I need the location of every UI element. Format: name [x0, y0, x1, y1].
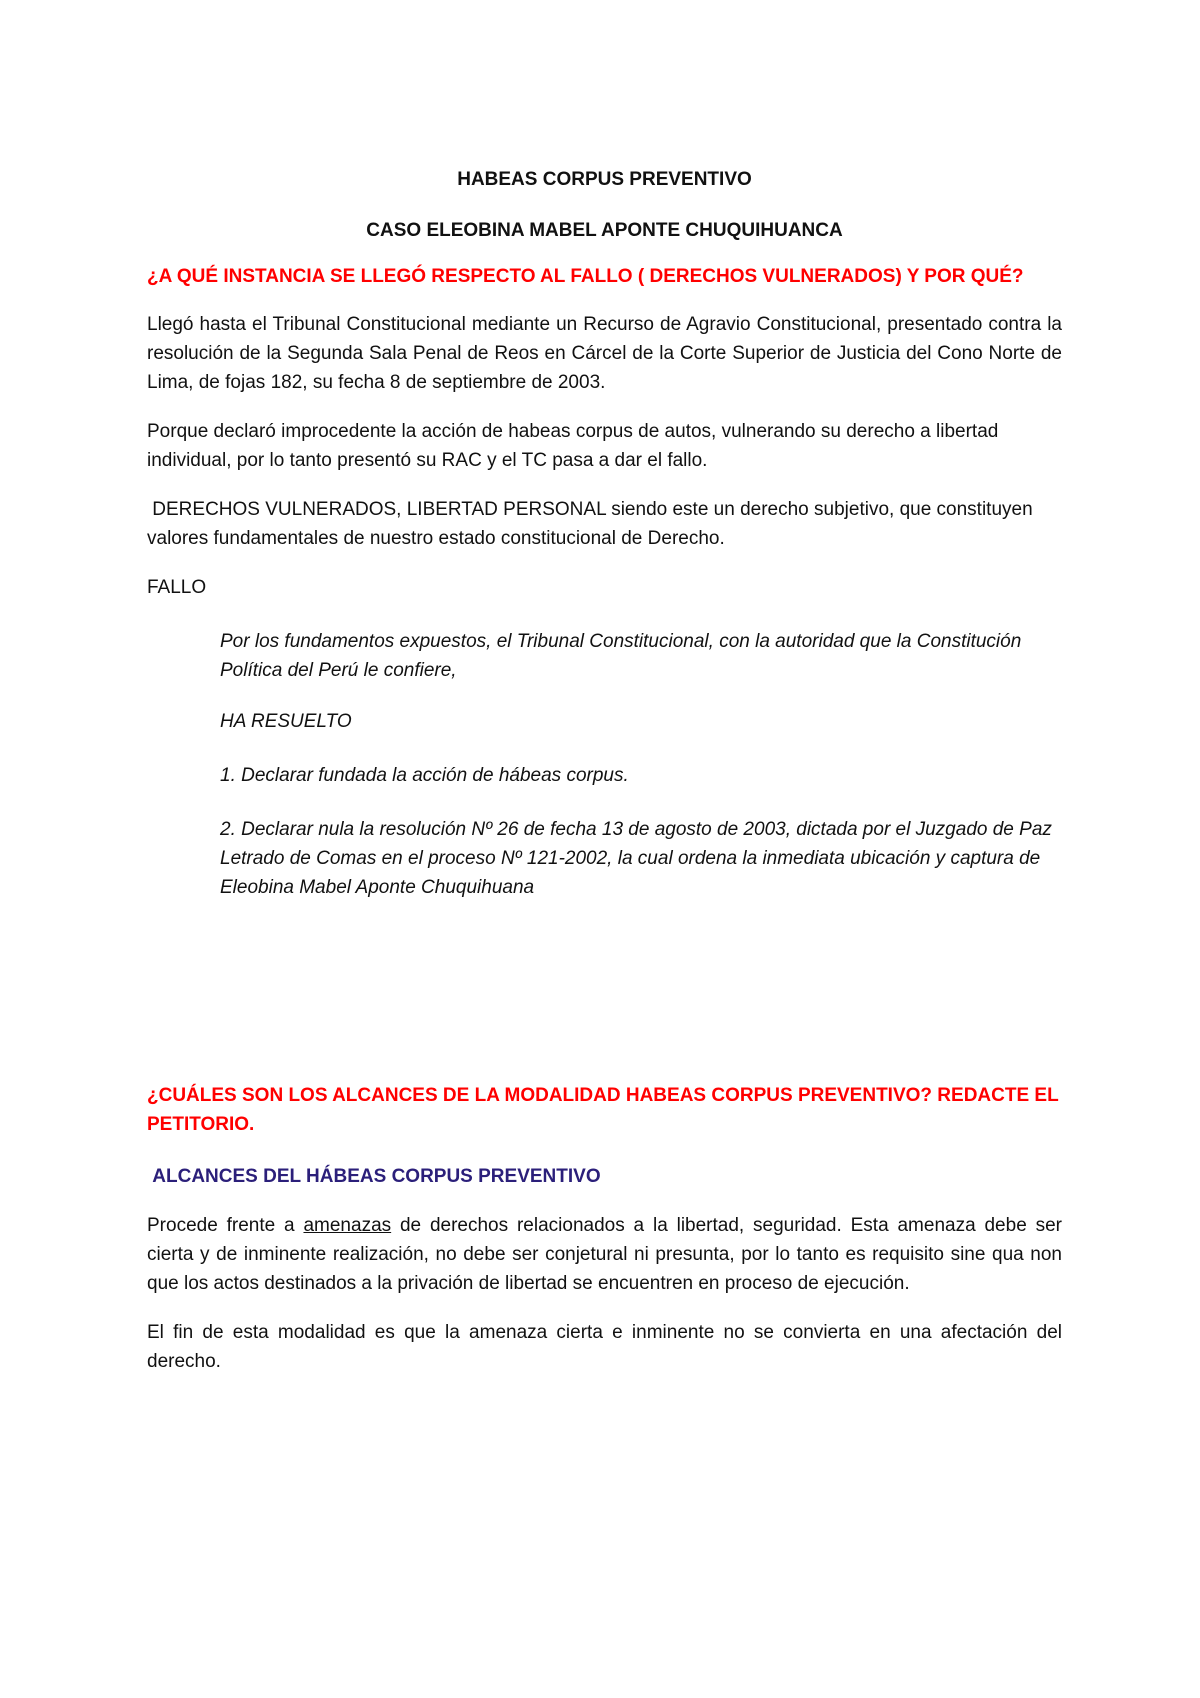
fallo-resolved: HA RESUELTO — [220, 711, 352, 732]
paragraph-improcedente: Porque declaró improcedente la acción de habeas corpus de autos, vulnerando su derecho a libertad individual, por lo tanto presentó su RAC y el TC pasa a dar el fallo. — [147, 421, 999, 471]
paragraph-procede-rest: de derechos relacionados a la libertad, seguridad. Esta amenaza debe ser cierta y de inminente realización, no debe ser conjetural ni presunta, por lo tanto es requisito sine qua non que los actos destinados a la privación de libertad se encuentren en proceso de ejecución. — [147, 1215, 1062, 1294]
fallo-item-1: 1. Declarar fundada la acción de hábeas corpus. — [220, 765, 629, 786]
fallo-item-2: 2. Declarar nula la resolución Nº 26 de fecha 13 de agosto de 2003, dictada por el Juzgado de Paz Letrado de Comas en el proceso Nº 121-2002, la cual ordena la inmediata ubicación y captura de Eleobina Mabel Aponte Chuquihuana — [220, 819, 1052, 898]
fallo-label: FALLO — [147, 577, 207, 598]
fallo-intro: Por los fundamentos expuestos, el Tribunal Constitucional, con la autoridad que la Constitución Política del Perú le confiere, — [220, 631, 1022, 681]
case-title: CASO ELEOBINA MABEL APONTE CHUQUIHUANCA — [366, 220, 843, 241]
paragraph-procede — [147, 1211, 1062, 1298]
alcances-subheading: ALCANCES DEL HÁBEAS CORPUS PREVENTIVO — [147, 1166, 601, 1187]
paragraph-procede-start: Procede frente a — [147, 1215, 304, 1236]
paragraph-derechos-vulnerados: DERECHOS VULNERADOS, LIBERTAD PERSONAL siendo este un derecho subjetivo, que constituyen valores fundamentales de nuestro estado constitucional de Derecho. — [147, 499, 1038, 549]
paragraph-fin-modalidad: El fin de esta modalidad es que la amenaza cierta e inminente no se convierta en una afectación del derecho. — [147, 1322, 1062, 1372]
question-alcances-heading: ¿CUÁLES SON LOS ALCANCES DE LA MODALIDAD HABEAS CORPUS PREVENTIVO? REDACTE EL PETITORIO. — [147, 1085, 1059, 1135]
question-instance-heading: ¿A QUÉ INSTANCIA SE LLEGÓ RESPECTO AL FALLO ( DERECHOS VULNERADOS) Y POR QUÉ? — [147, 266, 1024, 287]
document-title: HABEAS CORPUS PREVENTIVO — [457, 169, 752, 190]
paragraph-tribunal: Llegó hasta el Tribunal Constitucional mediante un Recurso de Agravio Constitucional, presentado contra la resolución de la Segunda Sala Penal de Reos en Cárcel de la Corte Superior de Justicia del Cono Norte de Lima, de fojas 182, su fecha 8 de septiembre de 2003. — [147, 314, 1062, 393]
document-page — [147, 168, 1062, 1376]
amenazas-underlined: amenazas — [303, 1215, 392, 1236]
